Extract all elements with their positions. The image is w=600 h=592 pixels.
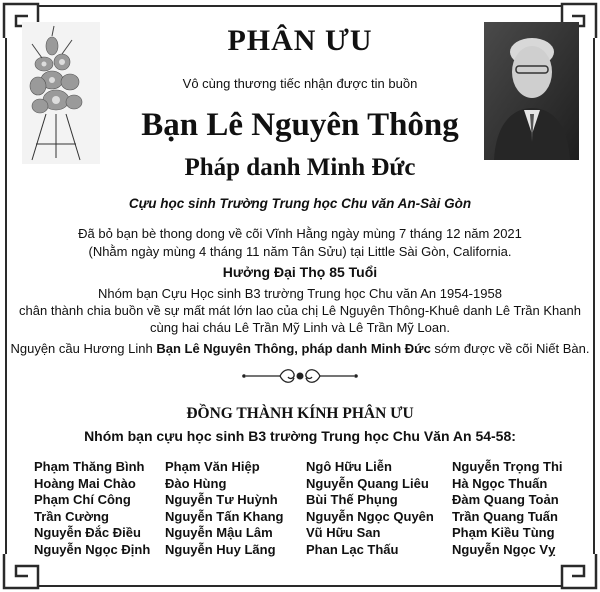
signatory-name: Ngô Hữu Liễn (306, 459, 392, 474)
signatory-column-2 (165, 459, 283, 558)
signatory-name: Trần Quang Tuấn (452, 508, 558, 524)
signatory-name: Nguyễn Trọng Thi (452, 459, 563, 474)
signatory-name: Nguyễn Tấn Khang (165, 508, 284, 524)
alumni-line: Cựu học sinh Trường Trung học Chu văn An-Sài Gòn (128, 196, 472, 211)
signatory-name: Nguyễn Quang Liêu (306, 475, 429, 491)
signatory-name: Nguyễn Tư Huỳnh (165, 492, 278, 507)
signatory-name: Phạm Kiều Tùng (452, 525, 555, 540)
signatory-name: Nguyễn Đắc Điều (34, 525, 141, 540)
signatory-name: Phan Lạc Thấu (306, 541, 399, 557)
prayer-prefix: Nguyện cầu Hương Linh (10, 341, 157, 356)
signatory-name: Hà Ngọc Thuấn (452, 475, 548, 491)
signatory-name: Bùi Thế Phụng (306, 492, 398, 507)
prayer-line (0, 341, 600, 356)
ornament-divider (240, 364, 360, 388)
signatory-column-1 (34, 459, 150, 558)
signatory-name: Nguyễn Ngọc Quyên (306, 508, 434, 524)
condolence-line-1: Nhóm bạn Cựu Học sinh B3 trường Trung học Chu văn An 1954-1958 (98, 286, 502, 301)
signatories-title: ĐỒNG THÀNH KÍNH PHÂN ƯU (186, 405, 414, 422)
signatory-column-4 (452, 459, 563, 558)
condolence-line-3: cùng hai cháu Lê Trần Mỹ Linh và Lê Trần Mỹ Loan. (150, 320, 450, 335)
deceased-name: Bạn Lê Nguyên Thông (141, 107, 459, 143)
signatory-name: Đàm Quang Toản (452, 492, 559, 507)
signatory-name: Hoàng Mai Chào (34, 475, 136, 491)
signatory-name: Phạm Văn Hiệp (165, 459, 260, 474)
intro-text: Vô cùng thương tiếc nhận được tin buồn (182, 76, 418, 91)
signatory-name: Nguyễn Mậu Lâm (165, 525, 273, 540)
signatory-name: Phạm Thăng Bình (34, 459, 145, 474)
dharma-name: Pháp danh Minh Đức (184, 154, 416, 181)
signatory-name: Nguyễn Ngọc Định (34, 541, 151, 557)
age-line: Hưởng Đại Thọ 85 Tuổi (222, 264, 378, 280)
condolence-line-2: chân thành chia buồn về sự mất mát lớn lao của chị Lê Nguyên Thông-Khuê danh Lê Trần Khanh (19, 303, 581, 318)
lunar-date-line: (Nhằm ngày mùng 4 tháng 11 năm Tân Sửu) tại Little Sài Gòn, California. (88, 244, 512, 259)
signatory-name: Vũ Hữu San (306, 525, 381, 540)
signatory-name: Phạm Chí Công (34, 492, 131, 507)
signatory-name: Nguyễn Huy Lãng (165, 541, 276, 557)
signatory-name: Nguyễn Ngọc Vỵ (452, 541, 556, 557)
passing-date-line: Đã bỏ bạn bè thong dong về cõi Vĩnh Hằng ngày mùng 7 tháng 12 năm 2021 (78, 226, 522, 241)
signatory-name: Đào Hùng (165, 475, 227, 491)
signatories-subtitle: Nhóm bạn cựu học sinh B3 trường Trung học Chu Văn An 54-58: (84, 428, 516, 444)
signatory-column-3 (306, 459, 434, 558)
signatory-name: Trần Cường (34, 508, 109, 524)
page-title: PHÂN ƯU (227, 24, 373, 57)
prayer-bold: Bạn Lê Nguyên Thông, pháp danh Minh Đức (156, 341, 431, 356)
prayer-suffix: sớm được về cõi Niết Bàn. (430, 341, 590, 356)
